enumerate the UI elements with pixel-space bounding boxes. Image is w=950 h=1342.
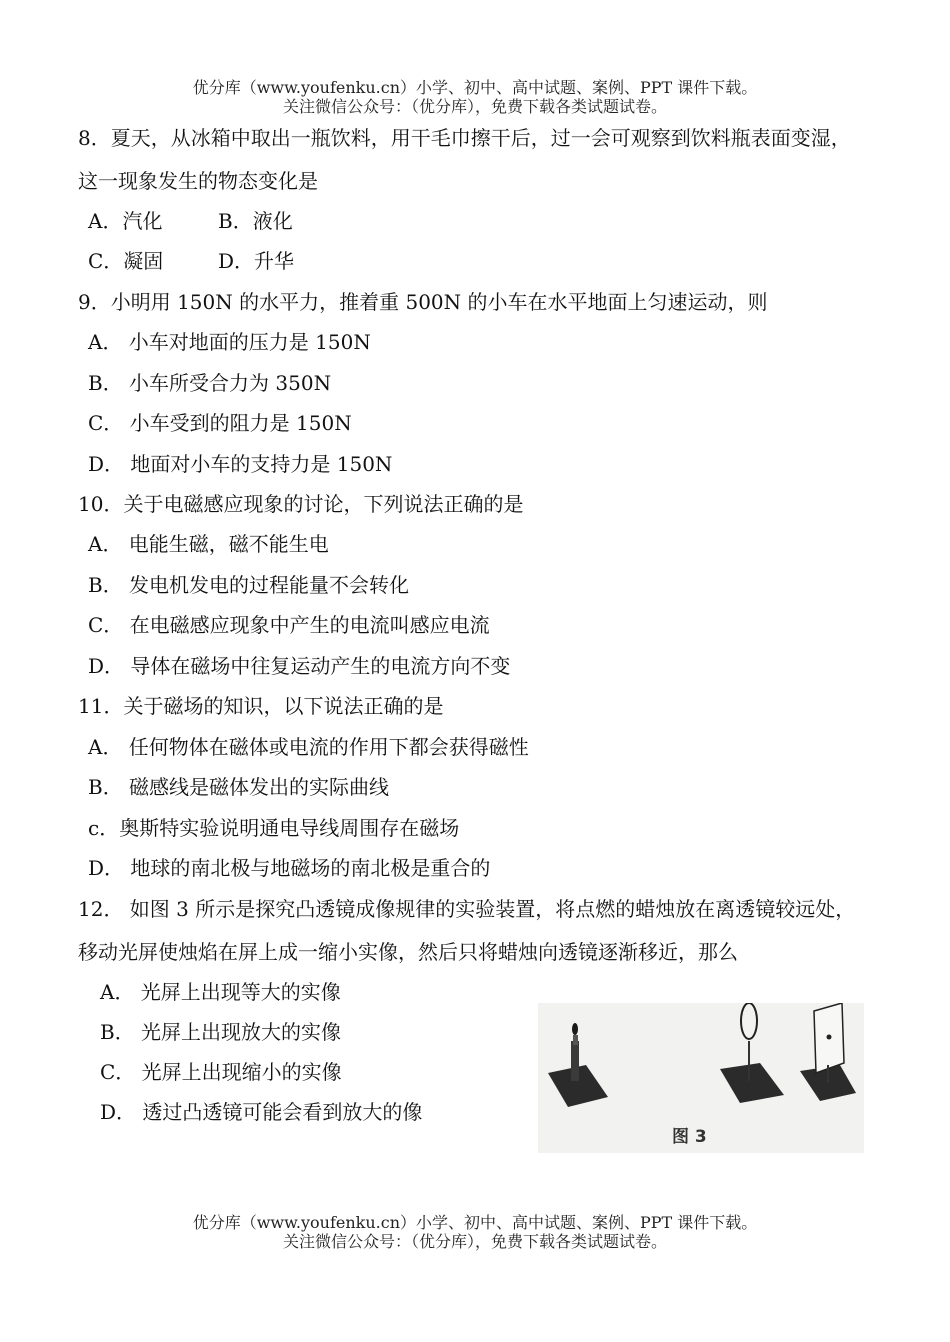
- candle-holder: [571, 1041, 579, 1081]
- q12-stem-line-1: 12． 如图 3 所示是探究凸透镜成像规律的实验装置，将点燃的蜡烛放在离透镜较远处，: [78, 897, 856, 921]
- q12-option-b: B． 光屏上出现放大的实像: [100, 1020, 342, 1044]
- q12-stem-line-2: 移动光屏使烛焰在屏上成一缩小实像，然后只将蜡烛向透镜逐渐移近，那么: [78, 940, 738, 964]
- q9-option-c: C． 小车受到的阻力是 150N: [88, 411, 352, 435]
- candle-stick: [573, 1035, 578, 1045]
- q11-option-d: D． 地球的南北极与地磁场的南北极是重合的: [88, 856, 491, 880]
- candle-flame: [572, 1023, 578, 1035]
- q11-option-c: c．奥斯特实验说明通电导线周围存在磁场: [88, 816, 460, 840]
- screen-image-spot: [827, 1035, 832, 1040]
- figure-3: [538, 1003, 864, 1153]
- q12-option-a: A． 光屏上出现等大的实像: [100, 980, 341, 1004]
- q8-stem-line-1: 8．夏天，从冰箱中取出一瓶饮料，用干毛巾擦干后，过一会可观察到饮料瓶表面变湿，: [78, 126, 851, 150]
- q8-option-d: D．升华: [218, 249, 295, 273]
- q11-option-b: B． 磁感线是磁体发出的实际曲线: [88, 775, 390, 799]
- q9-option-b: B． 小车所受合力为 350N: [88, 371, 332, 395]
- q10-option-a: A． 电能生磁，磁不能生电: [88, 532, 329, 556]
- q9-option-a: A． 小车对地面的压力是 150N: [88, 330, 371, 354]
- q10-stem: 10．关于电磁感应现象的讨论，下列说法正确的是: [78, 492, 524, 516]
- footer-line-1: 优分库（www.youfenku.cn）小学、初中、高中试题、案例、PPT 课件下载。: [192, 1213, 758, 1232]
- header-line-2: 关注微信公众号：（优分库），免费下载各类试题试卷。: [282, 97, 667, 116]
- q8-option-c: C．凝固: [88, 249, 164, 273]
- q11-stem: 11．关于磁场的知识，以下说法正确的是: [78, 694, 444, 718]
- q8-option-b: B．液化: [218, 209, 293, 233]
- figure-3-label: 图 3: [672, 1127, 707, 1147]
- q10-option-b: B． 发电机发电的过程能量不会转化: [88, 573, 410, 597]
- q10-option-c: C． 在电磁感应现象中产生的电流叫感应电流: [88, 613, 490, 637]
- q10-option-d: D． 导体在磁场中往复运动产生的电流方向不变: [88, 654, 511, 678]
- q9-option-d: D． 地面对小车的支持力是 150N: [88, 452, 393, 476]
- q11-option-a: A． 任何物体在磁体或电流的作用下都会获得磁性: [88, 735, 529, 759]
- q9-stem: 9．小明用 150N 的水平力，推着重 500N 的小车在水平地面上匀速运动，则: [78, 290, 768, 314]
- header-line-1: 优分库（www.youfenku.cn）小学、初中、高中试题、案例、PPT 课件下载。: [192, 78, 758, 97]
- q12-option-c: C． 光屏上出现缩小的实像: [100, 1060, 342, 1084]
- q8-stem-line-2: 这一现象发生的物态变化是: [78, 169, 318, 193]
- q8-option-a: A．汽化: [88, 209, 163, 233]
- footer-line-2: 关注微信公众号：（优分库），免费下载各类试题试卷。: [282, 1232, 667, 1251]
- q12-option-d: D． 透过凸透镜可能会看到放大的像: [100, 1100, 423, 1124]
